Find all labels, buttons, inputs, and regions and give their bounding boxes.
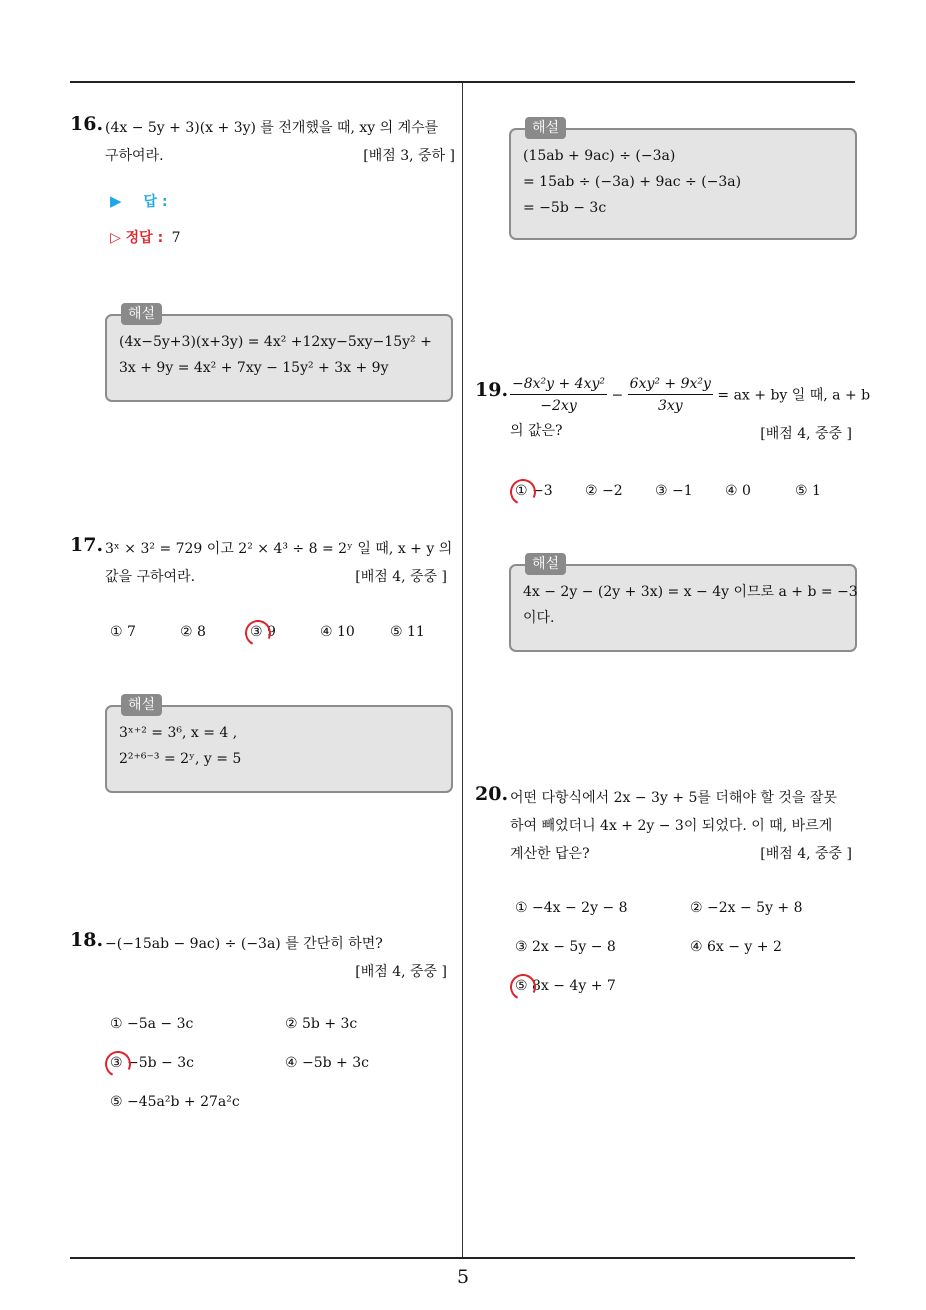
- question-number: 19.: [475, 379, 509, 401]
- question-20: [475, 784, 860, 868]
- choice-3[interactable]: ③ 9: [250, 624, 276, 640]
- solution-line: = 15ab ÷ (−3a) + 9ac ÷ (−3a): [523, 174, 742, 190]
- page-number: 5: [456, 1266, 470, 1288]
- question-meta: [배점 4, 중중 ]: [760, 846, 852, 862]
- solution-box-18: [509, 120, 857, 240]
- selection-circle: [102, 1048, 135, 1081]
- choice-4[interactable]: ④ 6x − y + 2: [690, 939, 782, 955]
- solution-box-17: [105, 697, 453, 793]
- question-text: 어떤 다항식에서 2x − 3y + 5를 더해야 할 것을 잘못: [510, 790, 837, 806]
- question-16: [70, 114, 455, 170]
- bottom-rule: [70, 1257, 855, 1259]
- solution-box-16: [105, 306, 453, 402]
- question-text: 3ˣ × 3² = 729 이고 2² × 4³ ÷ 8 = 2ʸ 일 때, x + y 의: [105, 541, 453, 557]
- solution-line: (15ab + 9ac) ÷ (−3a): [523, 148, 676, 164]
- question-text-2: 값을 구하여라.: [105, 569, 196, 585]
- question-text: 계산한 답은?: [510, 846, 590, 862]
- correct-value: 7: [171, 230, 181, 246]
- correct-answer-line: [110, 227, 181, 247]
- answer-line[interactable]: [110, 191, 168, 211]
- question-meta: [배점 4, 중중 ]: [355, 964, 447, 980]
- choice-2[interactable]: ② −2: [585, 483, 623, 499]
- play-icon: ▶: [110, 192, 122, 210]
- fraction-2: $\frac{\text{6xy² + 9x²y}}{3xy}$: [629, 376, 711, 414]
- choice-2[interactable]: ② 5b + 3c: [285, 1016, 358, 1032]
- solution-line: 이다.: [523, 610, 555, 626]
- choices-17: [110, 624, 425, 640]
- question-text: (4x − 5y + 3)(x + 3y) 를 전개했을 때, xy 의 계수를: [105, 120, 439, 136]
- solution-tag: 해설: [525, 553, 566, 575]
- choice-5[interactable]: ⑤ 1: [795, 483, 821, 499]
- question-17: [70, 535, 455, 591]
- choice-5[interactable]: ⑤ −45a²b + 27a²c: [110, 1094, 240, 1110]
- solution-line: 3ˣ⁺² = 3⁶, x = 4 ,: [119, 725, 238, 741]
- solution-line: = −5b − 3c: [523, 200, 607, 216]
- column-divider: [462, 83, 463, 1257]
- question-number: 16.: [70, 113, 104, 135]
- question-18: [70, 929, 455, 980]
- choice-4[interactable]: ④ 10: [320, 624, 355, 640]
- selection-circle: [507, 476, 540, 509]
- selection-circle: [507, 971, 540, 1004]
- choice-2[interactable]: ② 8: [180, 624, 206, 640]
- question-number: 20.: [475, 783, 509, 805]
- answer-label: 답 :: [143, 194, 168, 210]
- choice-3[interactable]: ③ −5b − 3c: [110, 1055, 194, 1071]
- selection-circle: [242, 617, 275, 650]
- choice-3[interactable]: ③ 2x − 5y − 8: [515, 939, 616, 955]
- question-meta: [배점 4, 중중 ]: [355, 569, 447, 585]
- choice-1[interactable]: ① −4x − 2y − 8: [515, 900, 628, 916]
- question-number: 17.: [70, 534, 104, 556]
- question-19: [475, 374, 871, 445]
- choices-18: [110, 1016, 369, 1110]
- solution-tag: 해설: [121, 303, 162, 325]
- minus-sign: −: [611, 387, 624, 404]
- choices-20: [515, 900, 803, 994]
- outline-play-icon: ▷: [110, 230, 126, 246]
- choice-1[interactable]: ① −5a − 3c: [110, 1016, 194, 1032]
- question-text-2: 구하여라.: [105, 148, 164, 164]
- solution-box-19: [509, 556, 858, 652]
- question-text-2: 의 값은?: [510, 423, 563, 439]
- solution-tag: 해설: [525, 117, 566, 139]
- solution-line: (4x−5y+3)(x+3y) = 4x² +12xy−5xy−15y² +: [119, 334, 432, 350]
- choice-4[interactable]: ④ 0: [725, 483, 751, 499]
- choice-1[interactable]: ① −3: [515, 483, 553, 499]
- question-text: −(−15ab − 9ac) ÷ (−3a) 를 간단히 하면?: [105, 936, 383, 952]
- correct-label: 정답 :: [125, 230, 164, 246]
- choice-1[interactable]: ① 7: [110, 624, 136, 640]
- question-meta: [배점 4, 중중 ]: [760, 426, 852, 442]
- fraction-1: $\frac{\text{−8x²y + 4xy²}}{-2xy}$: [512, 376, 606, 414]
- choice-3[interactable]: ③ −1: [655, 483, 693, 499]
- question-number: 18.: [70, 929, 104, 951]
- choice-2[interactable]: ② −2x − 5y + 8: [690, 900, 803, 916]
- choice-5[interactable]: ⑤ 8x − 4y + 7: [515, 978, 616, 994]
- question-text: = ax + by 일 때, a + b: [717, 387, 871, 404]
- choice-5[interactable]: ⑤ 11: [390, 624, 425, 640]
- choice-4[interactable]: ④ −5b + 3c: [285, 1055, 369, 1071]
- solution-line: 2²⁺⁶⁻³ = 2ʸ, y = 5: [119, 751, 242, 767]
- solution-tag: 해설: [121, 694, 162, 716]
- solution-line: 3x + 9y = 4x² + 7xy − 15y² + 3x + 9y: [119, 360, 389, 376]
- solution-line: 4x − 2y − (2y + 3x) = x − 4y 이므로 a + b = −3: [523, 584, 858, 600]
- question-text: 하여 빼었더니 4x + 2y − 3이 되었다. 이 때, 바르게: [510, 818, 833, 834]
- choices-19: [515, 483, 821, 499]
- question-meta: [배점 3, 중하 ]: [363, 148, 455, 164]
